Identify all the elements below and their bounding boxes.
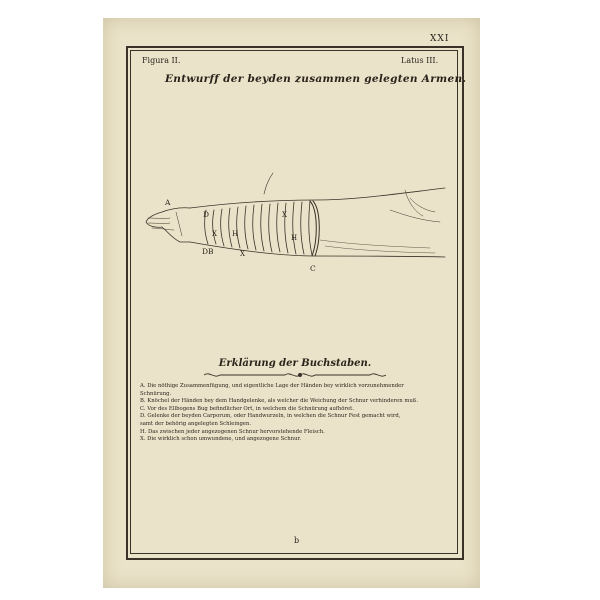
label-x-bottom: X [240, 250, 245, 258]
legend-line: H. Das zwischen jeder angezogenen Schnur hervorstehende Fleisch. [140, 428, 325, 435]
label-d-top: D [203, 210, 210, 219]
label-h-elbow: H [291, 234, 298, 242]
label-db: DB [202, 247, 214, 256]
signature-mark: b [294, 536, 300, 545]
plate-title: Entwurff der beyden zusammen gelegten Armen. [165, 73, 467, 85]
legend-line: samt der behörig angelegten Schleingen. [140, 420, 252, 427]
page-number: XXI [430, 34, 450, 44]
legend-heading: Erklärung der Buchstaben. [218, 358, 372, 369]
legend-list [140, 383, 452, 444]
arm-binding-illustration [140, 170, 450, 275]
label-x-wrist: X [212, 230, 217, 238]
legend-line: C. Vor des Ellbogens Bug befindlicher Ort, in welchem die Schnürung aufhöret. [140, 405, 354, 412]
label-c: C [310, 264, 316, 273]
label-x-upper: X [282, 211, 287, 219]
legend-line: D. Gelenke der beyden Carporum, oder Handwurzeln, in welchen die Schnur Fest gemacht wird, [140, 413, 401, 420]
side-label: Latus III. [401, 56, 439, 65]
legend-line: X. Die wirklich schon umwundene, und angezogene Schnur. [140, 436, 302, 443]
label-h-forearm: H [232, 230, 239, 238]
ornament-divider [200, 371, 390, 379]
label-a: A [165, 198, 171, 207]
legend-line: A. Die nöthige Zusammenfügung, und eigentliche Lage der Händen bey wirklich vorzunehmender [140, 383, 404, 389]
legend-line: B. Knöchel der Händen bey dem Handgelenke, als welcher die Weichung der Schnur verhinderen muß. [140, 398, 419, 405]
page-border-inner [130, 50, 467, 554]
figure-label: Figura II. [142, 56, 181, 65]
legend-line: Schnürung. [140, 390, 172, 397]
